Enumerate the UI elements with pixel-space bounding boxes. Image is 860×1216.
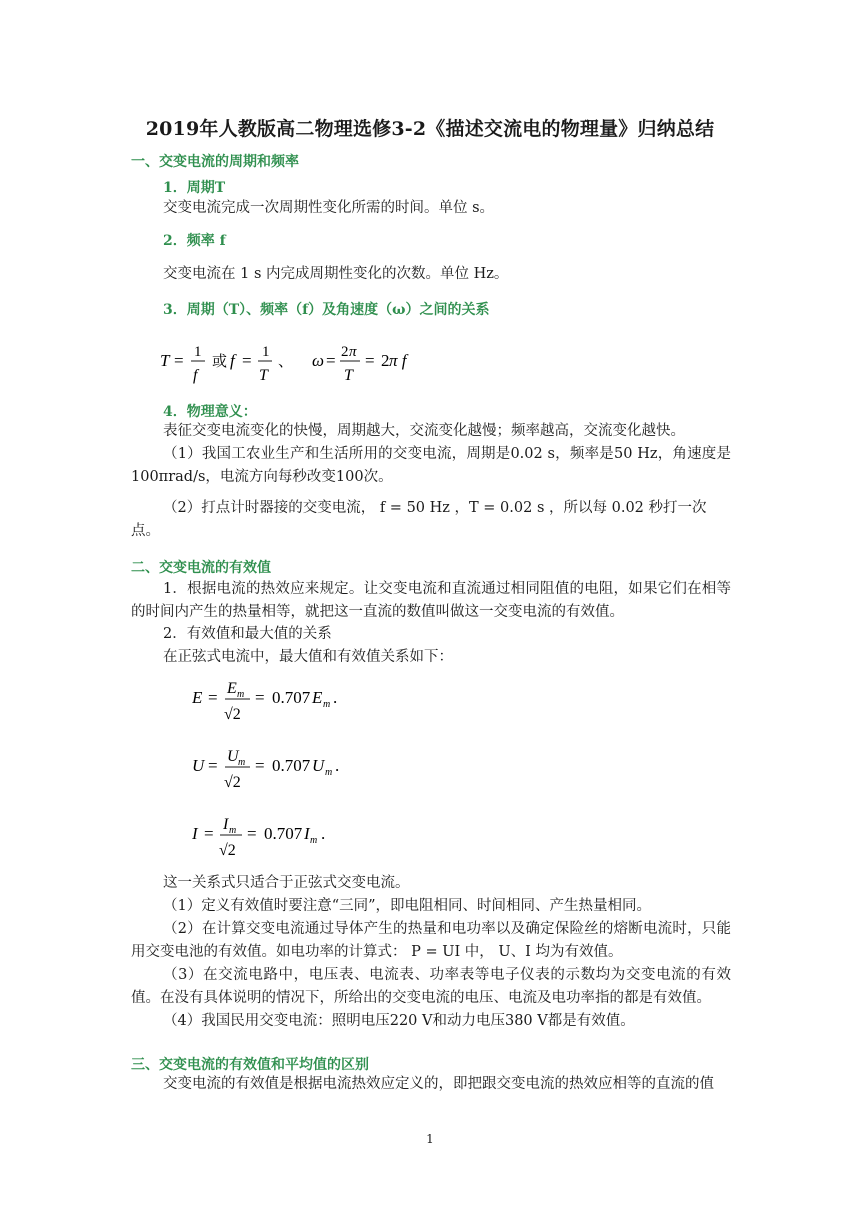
page-title: 2019年人教版高二物理选修3-2《描述交流电的物理量》归纳总结	[145, 118, 715, 140]
section1-heading: 一、交变电流的周期和频率	[131, 154, 299, 170]
svg-text:f: f	[193, 367, 198, 384]
svg-text:f: f	[230, 351, 235, 370]
svg-text:T: T	[344, 367, 353, 384]
section2-p3: 在正弦式电流中，最大值和有效值关系如下：	[163, 649, 453, 665]
svg-text:T: T	[259, 367, 268, 384]
svg-text:E: E	[312, 688, 323, 707]
svg-text:ω: ω	[312, 351, 325, 370]
svg-text:.: .	[321, 824, 326, 843]
svg-text:0.707: 0.707	[272, 756, 311, 775]
section2-note1: （1）定义有效值时要注意“三同”，即电阻相同、时间相同、产生热量相同。	[163, 898, 652, 914]
svg-text:或: 或	[212, 354, 228, 370]
page-number: 1	[426, 1132, 434, 1146]
svg-text:I: I	[304, 824, 310, 843]
section1-sub1-text: 交变电流完成一次周期性变化所需的时间。单位 s。	[163, 200, 495, 216]
svg-text:=: =	[365, 351, 375, 370]
svg-text:=: =	[208, 756, 218, 775]
section1-sub3-heading: 3．周期（T）、频率（f）及角速度（ω）之间的关系	[163, 302, 490, 318]
svg-text:√2: √2	[219, 842, 236, 859]
svg-text:m: m	[238, 757, 246, 768]
formula-I	[192, 812, 352, 862]
section1-sub4-heading: 4．物理意义：	[163, 404, 257, 420]
section2-heading: 二、交变电流的有效值	[131, 560, 271, 576]
svg-text:0.707: 0.707	[272, 688, 311, 707]
section3-heading: 三、交变电流的有效值和平均值的区别	[131, 1057, 369, 1073]
svg-text:U: U	[227, 748, 239, 765]
svg-text:、: 、	[278, 354, 294, 370]
section2-note3: （3）在交流电路中，电压表、电流表、功率表等电子仪表的示数均为交变电流的有效值。在没有具体说明的情况下，所给出的交变电流的电压、电流及电功率指的都是有效值。	[131, 967, 731, 1006]
formula-U	[192, 744, 352, 794]
formula-E	[192, 676, 352, 726]
section1-note2: （2）打点计时器接的交变电流， f = 50 Hz ，T = 0.02 s ，所以每 0.02 秒打一次点。	[131, 500, 707, 539]
svg-text:E: E	[192, 688, 203, 707]
section2-p4: 这一关系式只适合于正弦式交变电流。	[163, 875, 410, 891]
period-frequency-formula	[160, 336, 420, 388]
section2-note4: （4）我国民用交变电流：照明电压220 V和动力电压380 V都是有效值。	[163, 1013, 635, 1029]
svg-text:U: U	[192, 756, 205, 775]
svg-text:√2: √2	[224, 706, 241, 723]
svg-text:=: =	[255, 756, 265, 775]
section1-sub2-text: 交变电流在 1 s 内完成周期性变化的次数。单位 Hz。	[163, 266, 509, 282]
section2-p2: 2．有效值和最大值的关系	[163, 626, 332, 642]
section1-sub1-heading: 1．周期T	[163, 180, 226, 196]
svg-text:=: =	[174, 351, 184, 370]
section2-p1: 1．根据电流的热效应来规定。让交变电流和直流通过相同阻值的电阻，如果它们在相等的时间内产生的热量相等，就把这一直流的数值叫做这一交变电流的有效值。	[131, 581, 731, 620]
section2-note2: （2）在计算交变电流通过导体产生的热量和电功率以及确定保险丝的熔断电流时，只能用交变电池的有效值。如电功率的计算式： P = UI 中， U、I 均为有效值。	[131, 921, 731, 960]
svg-text:m: m	[323, 699, 331, 710]
svg-text:U: U	[312, 756, 325, 775]
svg-text:.: .	[333, 688, 338, 707]
svg-text:=: =	[208, 688, 218, 707]
svg-text:√2: √2	[224, 774, 241, 791]
svg-text:.: .	[335, 756, 340, 775]
svg-text:m: m	[237, 689, 245, 700]
svg-text:I: I	[192, 824, 198, 843]
svg-text:=: =	[255, 688, 265, 707]
svg-text:1: 1	[194, 344, 202, 360]
svg-text:E: E	[227, 680, 237, 697]
svg-text:=: =	[242, 351, 252, 370]
svg-text:T: T	[160, 351, 170, 370]
section1-sub4-text: 表征交变电流变化的快慢，周期越大，交流变化越慢；频率越高，交流变化越快。	[163, 423, 685, 439]
svg-text:m: m	[310, 835, 318, 846]
svg-text:=: =	[326, 351, 336, 370]
section1-note1: （1）我国工农业生产和生活所用的交变电流，周期是0.02 s，频率是50 Hz，角速度是100πrad/s，电流方向每秒改变100次。	[131, 446, 731, 485]
section1-sub2-heading: 2．频率 f	[163, 233, 226, 249]
svg-text:2: 2	[381, 351, 390, 370]
svg-text:2: 2	[341, 344, 349, 360]
svg-text:0.707: 0.707	[264, 824, 303, 843]
svg-text:=: =	[204, 824, 214, 843]
svg-text:=: =	[247, 824, 257, 843]
svg-text:π f: π f	[389, 351, 407, 370]
section3-p1: 交变电流的有效值是根据电流热效应定义的，即把跟交变电流的热效应相等的直流的值	[163, 1076, 714, 1092]
svg-text:m: m	[325, 767, 333, 778]
svg-text:1: 1	[262, 344, 270, 360]
svg-text:π: π	[349, 344, 357, 360]
svg-text:I: I	[223, 816, 229, 833]
svg-text:m: m	[229, 825, 237, 836]
